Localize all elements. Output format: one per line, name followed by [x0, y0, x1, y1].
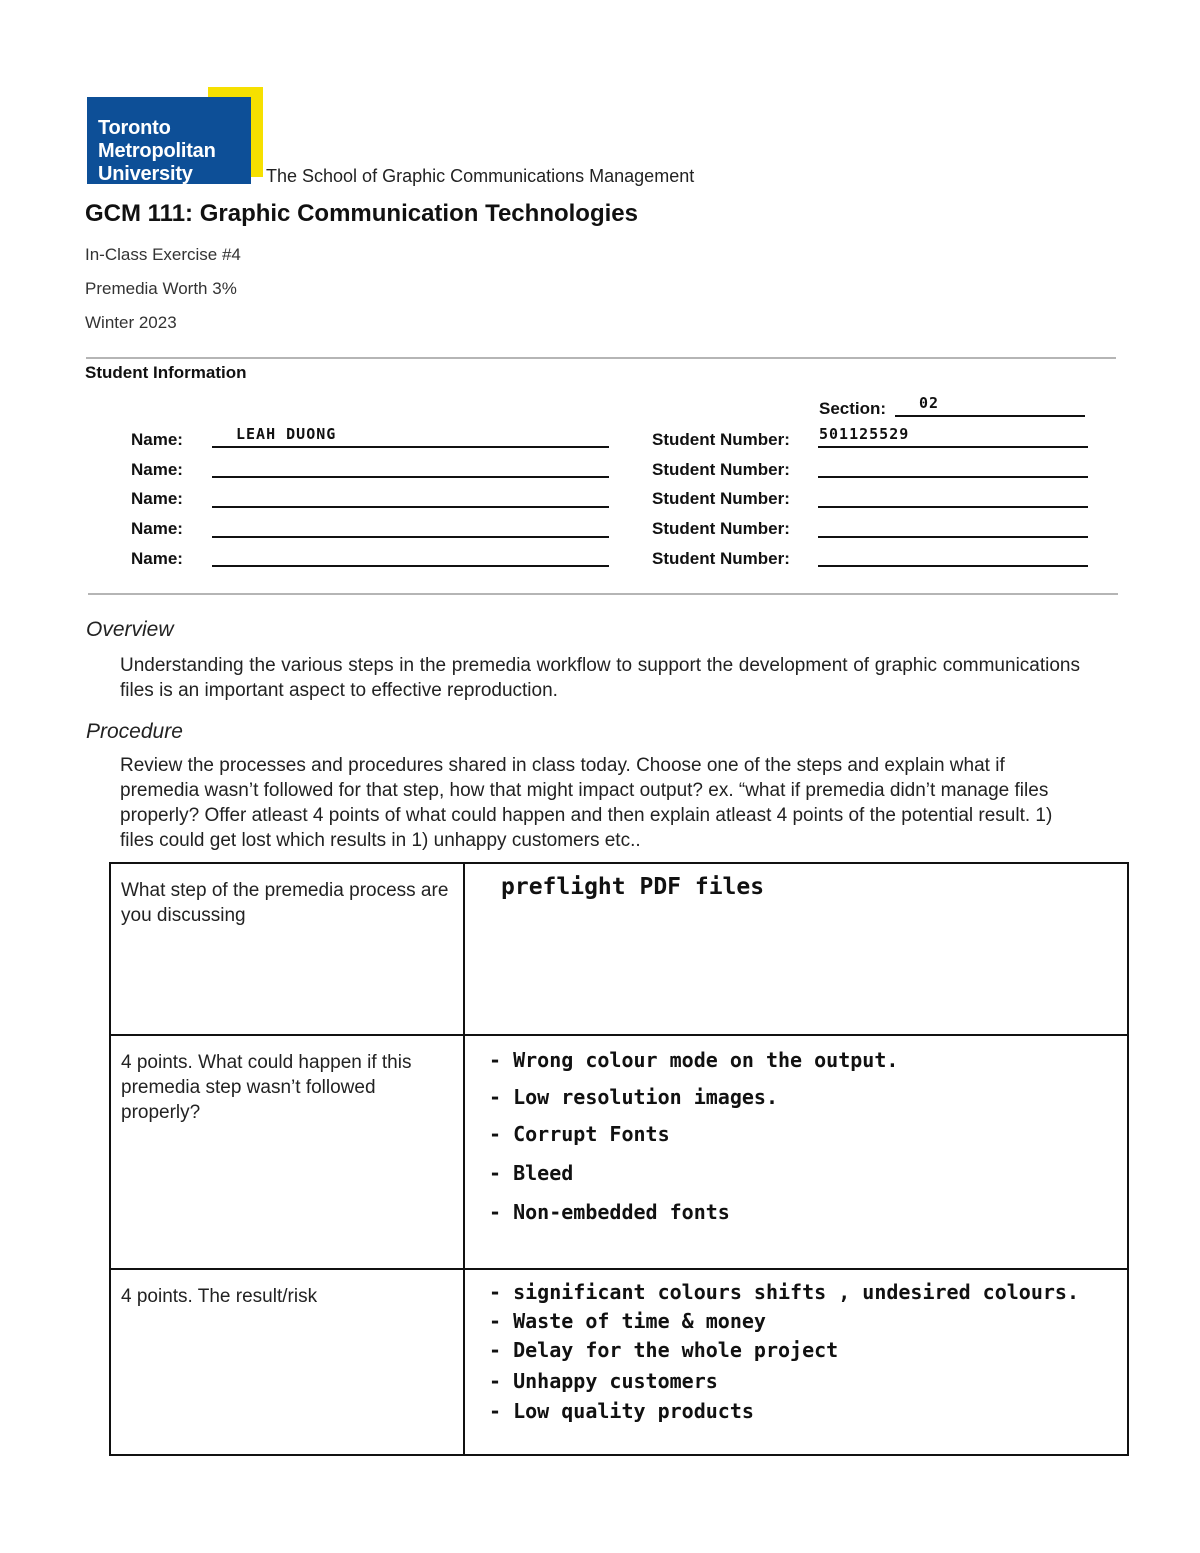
student-number-label: Student Number: — [652, 519, 790, 538]
student-number-line — [818, 565, 1088, 567]
answer-line: preflight PDF files — [501, 874, 765, 900]
answer-line: - Wrong colour mode on the output. — [489, 1048, 899, 1072]
procedure-text: Review the processes and procedures shared in class today. Choose one of the steps and explain what if premedia wasn’t followed for that step, how that might impact output? ex. “what if premedia didn’t manage files properly? Offer atleast 4 points of what could happen and then explain atleast 4 points of the potential result. 1) files could get lost which results in 1) unhappy customers etc.. — [120, 755, 1053, 851]
answer-line: - Low quality products — [489, 1399, 754, 1423]
name-line — [212, 446, 609, 448]
student-number-line — [818, 476, 1088, 478]
answer-line: - Delay for the whole project — [489, 1338, 839, 1362]
exercise-label: In-Class Exercise #4 — [85, 245, 241, 264]
answer-line: - Non-embedded fonts — [489, 1200, 730, 1224]
name-line — [212, 476, 609, 478]
name-label: Name: — [131, 519, 183, 538]
answer-line: - Bleed — [489, 1161, 574, 1185]
student-number-label: Student Number: — [652, 489, 790, 508]
table-row — [110, 1269, 1128, 1455]
answer-line: - Corrupt Fonts — [489, 1122, 670, 1146]
question-text: What step of the premedia process are you discussing — [121, 880, 449, 926]
table-row — [110, 1035, 1128, 1269]
name-label: Name: — [131, 460, 183, 479]
overview-heading: Overview — [86, 618, 174, 641]
question-text: 4 points. The result/risk — [121, 1286, 318, 1307]
logo-line-2: Metropolitan — [98, 140, 216, 162]
question-cell — [110, 863, 464, 1035]
procedure-heading: Procedure — [86, 720, 183, 743]
logo-line-1: Toronto — [98, 117, 171, 139]
section-line — [895, 415, 1085, 417]
name-line — [212, 565, 609, 567]
logo-line-3: University — [98, 163, 193, 185]
university-logo — [87, 87, 263, 184]
name-label: Name: — [131, 430, 183, 449]
logo-wordmark — [98, 117, 216, 186]
course-title: GCM 111: Graphic Communication Technologies — [85, 200, 638, 227]
name-label: Name: — [131, 549, 183, 568]
section-value: 02 — [919, 394, 940, 412]
student-number-label: Student Number: — [652, 549, 790, 568]
student-number-value: 501125529 — [819, 425, 910, 443]
divider-top — [86, 357, 1116, 359]
student-number-label: Student Number: — [652, 430, 790, 449]
student-number-line — [818, 536, 1088, 538]
logo-blue-block — [87, 97, 251, 184]
answer-cell — [464, 863, 1128, 1035]
answer-line: - Low resolution images. — [489, 1085, 778, 1109]
worth-label: Premedia Worth 3% — [85, 279, 237, 298]
answer-cell — [464, 1269, 1128, 1455]
name-line — [212, 536, 609, 538]
divider-bottom — [88, 593, 1118, 595]
question-text: 4 points. What could happen if this premedia step wasn’t followed properly? — [121, 1052, 412, 1123]
student-number-line — [818, 506, 1088, 508]
question-cell — [110, 1035, 464, 1269]
answer-line: - Unhappy customers — [489, 1369, 718, 1393]
school-name: The School of Graphic Communications Management — [266, 166, 695, 186]
answer-cell — [464, 1035, 1128, 1269]
name-label: Name: — [131, 489, 183, 508]
answer-line: - significant colours shifts , undesired colours. — [489, 1280, 1080, 1304]
student-number-line — [818, 446, 1088, 448]
term-label: Winter 2023 — [85, 313, 177, 332]
name-value: LEAH DUONG — [236, 425, 337, 443]
section-label: Section: — [819, 399, 887, 418]
answer-line: - Waste of time & money — [489, 1309, 766, 1333]
student-number-label: Student Number: — [652, 460, 790, 479]
exercise-table — [109, 862, 1129, 1456]
question-cell — [110, 1269, 464, 1455]
table-row — [110, 863, 1128, 1035]
name-line — [212, 506, 609, 508]
overview-text: Understanding the various steps in the premedia workflow to support the development of graphic communications files is an important aspect to effective reproduction. — [120, 655, 1080, 701]
student-info-heading: Student Information — [85, 363, 247, 382]
